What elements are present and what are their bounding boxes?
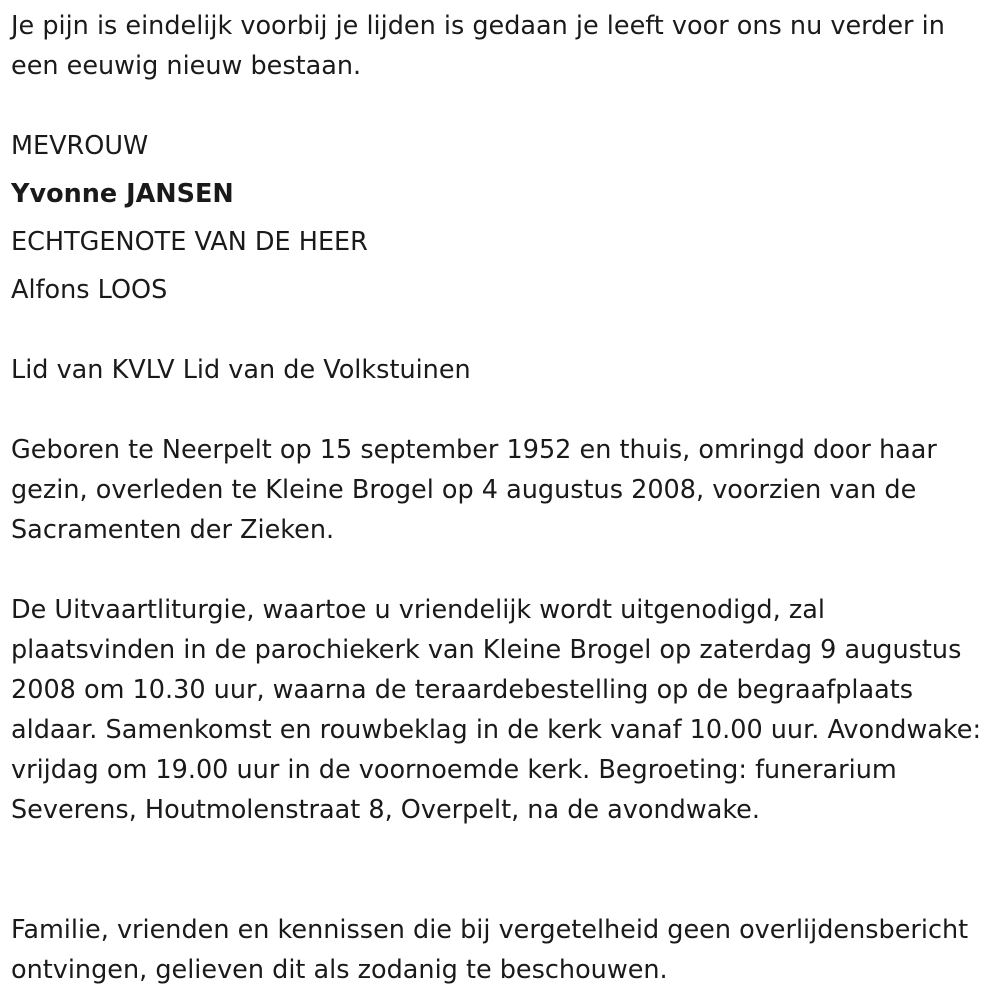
salutation: MEVROUW bbox=[11, 131, 149, 161]
memberships: Lid van KVLV Lid van de Volkstuinen bbox=[11, 355, 471, 385]
birth-death-paragraph: Geboren te Neerpelt op 15 september 1952 en thuis, omringd door haar gezin, overleden te Kleine Brogel op 4 augustus 2008, voorzien van de Sacramenten der Zieken. bbox=[11, 435, 937, 545]
closing-paragraph: Familie, vrienden en kennissen die bij vergetelheid geen overlijdensbericht ontvingen, gelieven dit als zodanig te beschouwen. bbox=[11, 915, 969, 985]
spouse-name: Alfons LOOS bbox=[11, 275, 168, 305]
funeral-info-paragraph: De Uitvaartliturgie, waartoe u vriendelijk wordt uitgenodigd, zal plaatsvinden in de parochiekerk van Kleine Brogel op zaterdag 9 augustus 2008 om 10.30 uur, waarna de teraardebestelling op de begraafplaats aldaar. Samenkomst en rouwbeklag in de kerk vanaf 10.00 uur. Avondwake: vrijdag om 19.00 uur in de voornoemde kerk. Begroeting: funerarium Severens, Houtmolenstraat 8, Overpelt, na de avondwake. bbox=[11, 595, 982, 825]
poem-paragraph: Je pijn is eindelijk voorbij je lijden is gedaan je leeft voor ons nu verder in een eeuwig nieuw bestaan. bbox=[11, 11, 945, 81]
spouse-label: ECHTGENOTE VAN DE HEER bbox=[11, 227, 368, 257]
deceased-name: Yvonne JANSEN bbox=[11, 179, 234, 209]
